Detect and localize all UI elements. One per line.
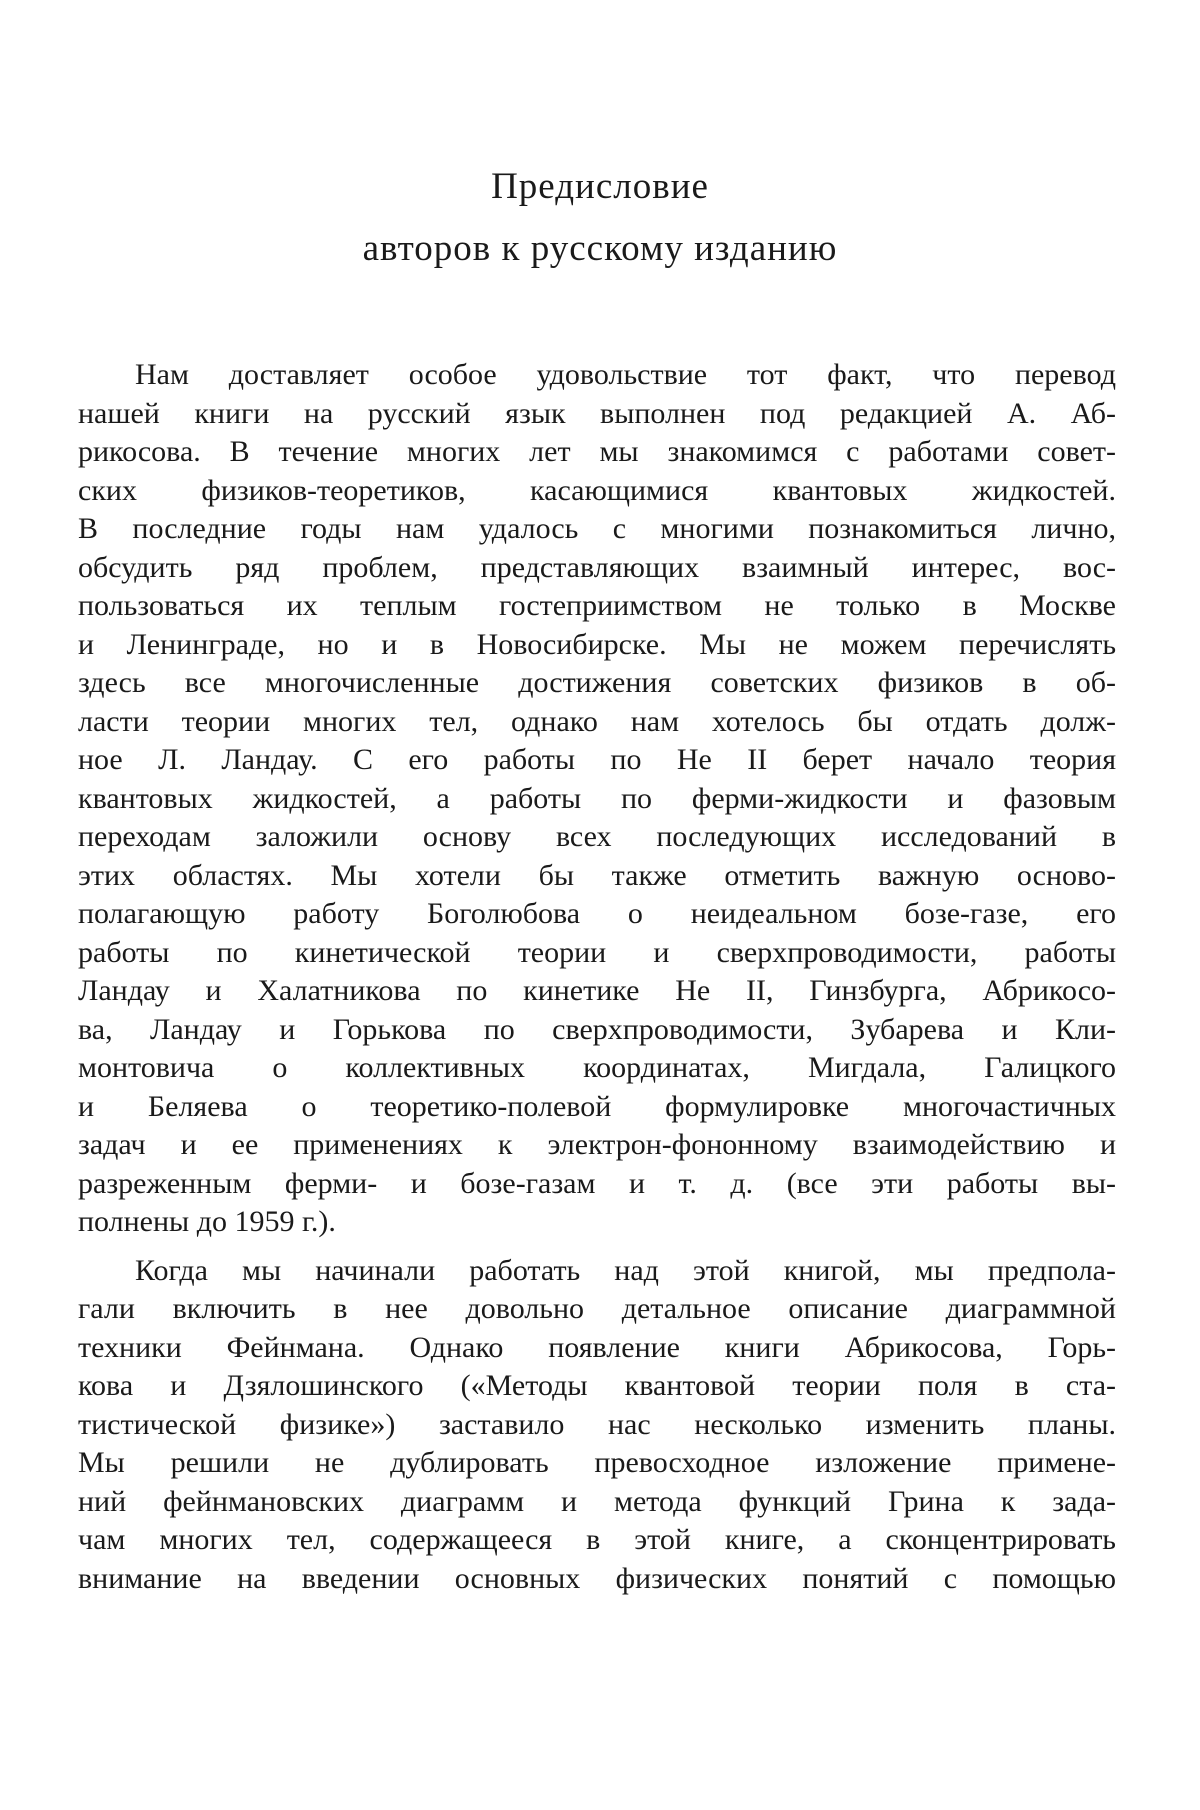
text-line: задач и ее применениях к электрон-фононному взаимодействию и xyxy=(78,1128,1116,1161)
text-line: техники Фейнмана. Однако появление книги Абрикосова, Горь- xyxy=(78,1330,1116,1364)
text-line: полагающую работу Боголюбова о неидеальном бозе-газе, его xyxy=(78,897,1116,930)
text-line: разреженным ферми- и бозе-газам и т. д. (все эти работы вы- xyxy=(78,1166,1116,1200)
text-line: переходам заложили основу всех последующих исследований в xyxy=(78,820,1116,853)
text-line: нашей книги на русский язык выполнен под редакцией А. Аб- xyxy=(78,396,1116,430)
text-line: рикосова. В течение многих лет мы знакомимся с работами совет- xyxy=(78,435,1116,468)
text-line: пользоваться их теплым гостеприимством не только в Москве xyxy=(78,589,1116,622)
text-line: ний фейнмановских диаграмм и метода функций Грина к зада- xyxy=(78,1484,1116,1518)
text-line: внимание на введении основных физических понятий с помощью xyxy=(78,1561,1116,1595)
text-line: гали включить в нее довольно детальное описание диаграммной xyxy=(78,1292,1116,1325)
text-line: ное Л. Ландау. С его работы по Не II берет начало теория xyxy=(78,743,1116,776)
text-line: монтовича о коллективных координатах, Мигдала, Галицкого xyxy=(78,1051,1116,1084)
text-line: тистической физике») заставило нас несколько изменить планы. xyxy=(78,1407,1116,1441)
paragraph-gap xyxy=(78,1242,1116,1252)
text-line: Мы решили не дублировать превосходное изложение примене- xyxy=(78,1446,1116,1479)
text-line: этих областях. Мы хотели бы также отметить важную осново- xyxy=(78,858,1116,892)
text-line: ва, Ландау и Горькова по сверхпроводимости, Зубарева и Кли- xyxy=(78,1012,1116,1046)
text-line: Когда мы начинали работать над этой книгой, мы предпола- xyxy=(135,1253,1116,1287)
text-line: и Ленинграде, но и в Новосибирске. Мы не можем перечислять xyxy=(78,627,1116,661)
text-line: кова и Дзялошинского («Методы квантовой теории поля в ста- xyxy=(78,1369,1116,1402)
body-text xyxy=(78,356,1116,1598)
text-line: чам многих тел, содержащееся в этой книге, а сконцентрировать xyxy=(78,1523,1116,1556)
text-line: и Беляева о теоретико-полевой формулировке многочастичных xyxy=(78,1089,1116,1123)
text-line: ских физиков-теоретиков, касающимися квантовых жидкостей. xyxy=(78,473,1116,507)
text-line: работы по кинетической теории и сверхпроводимости, работы xyxy=(78,935,1116,969)
preface-subtitle: авторов к русскому изданию xyxy=(362,228,838,269)
text-line: ласти теории многих тел, однако нам хотелось бы отдать долж- xyxy=(78,704,1116,738)
text-line: обсудить ряд проблем, представляющих взаимный интерес, вос- xyxy=(78,550,1116,584)
text-line: Нам доставляет особое удовольствие тот факт, что перевод xyxy=(135,358,1116,391)
text-line: здесь все многочисленные достижения советских физиков в об- xyxy=(78,666,1116,699)
text-line: В последние годы нам удалось с многими познакомиться лично, xyxy=(78,512,1116,545)
preface-title: Предисловие xyxy=(491,166,709,207)
text-line: квантовых жидкостей, а работы по ферми-жидкости и фазовым xyxy=(78,781,1116,815)
text-line: полнены до 1959 г.). xyxy=(78,1205,336,1238)
text-line: Ландау и Халатникова по кинетике Не II, Гинзбурга, Абрикосо- xyxy=(78,974,1116,1007)
